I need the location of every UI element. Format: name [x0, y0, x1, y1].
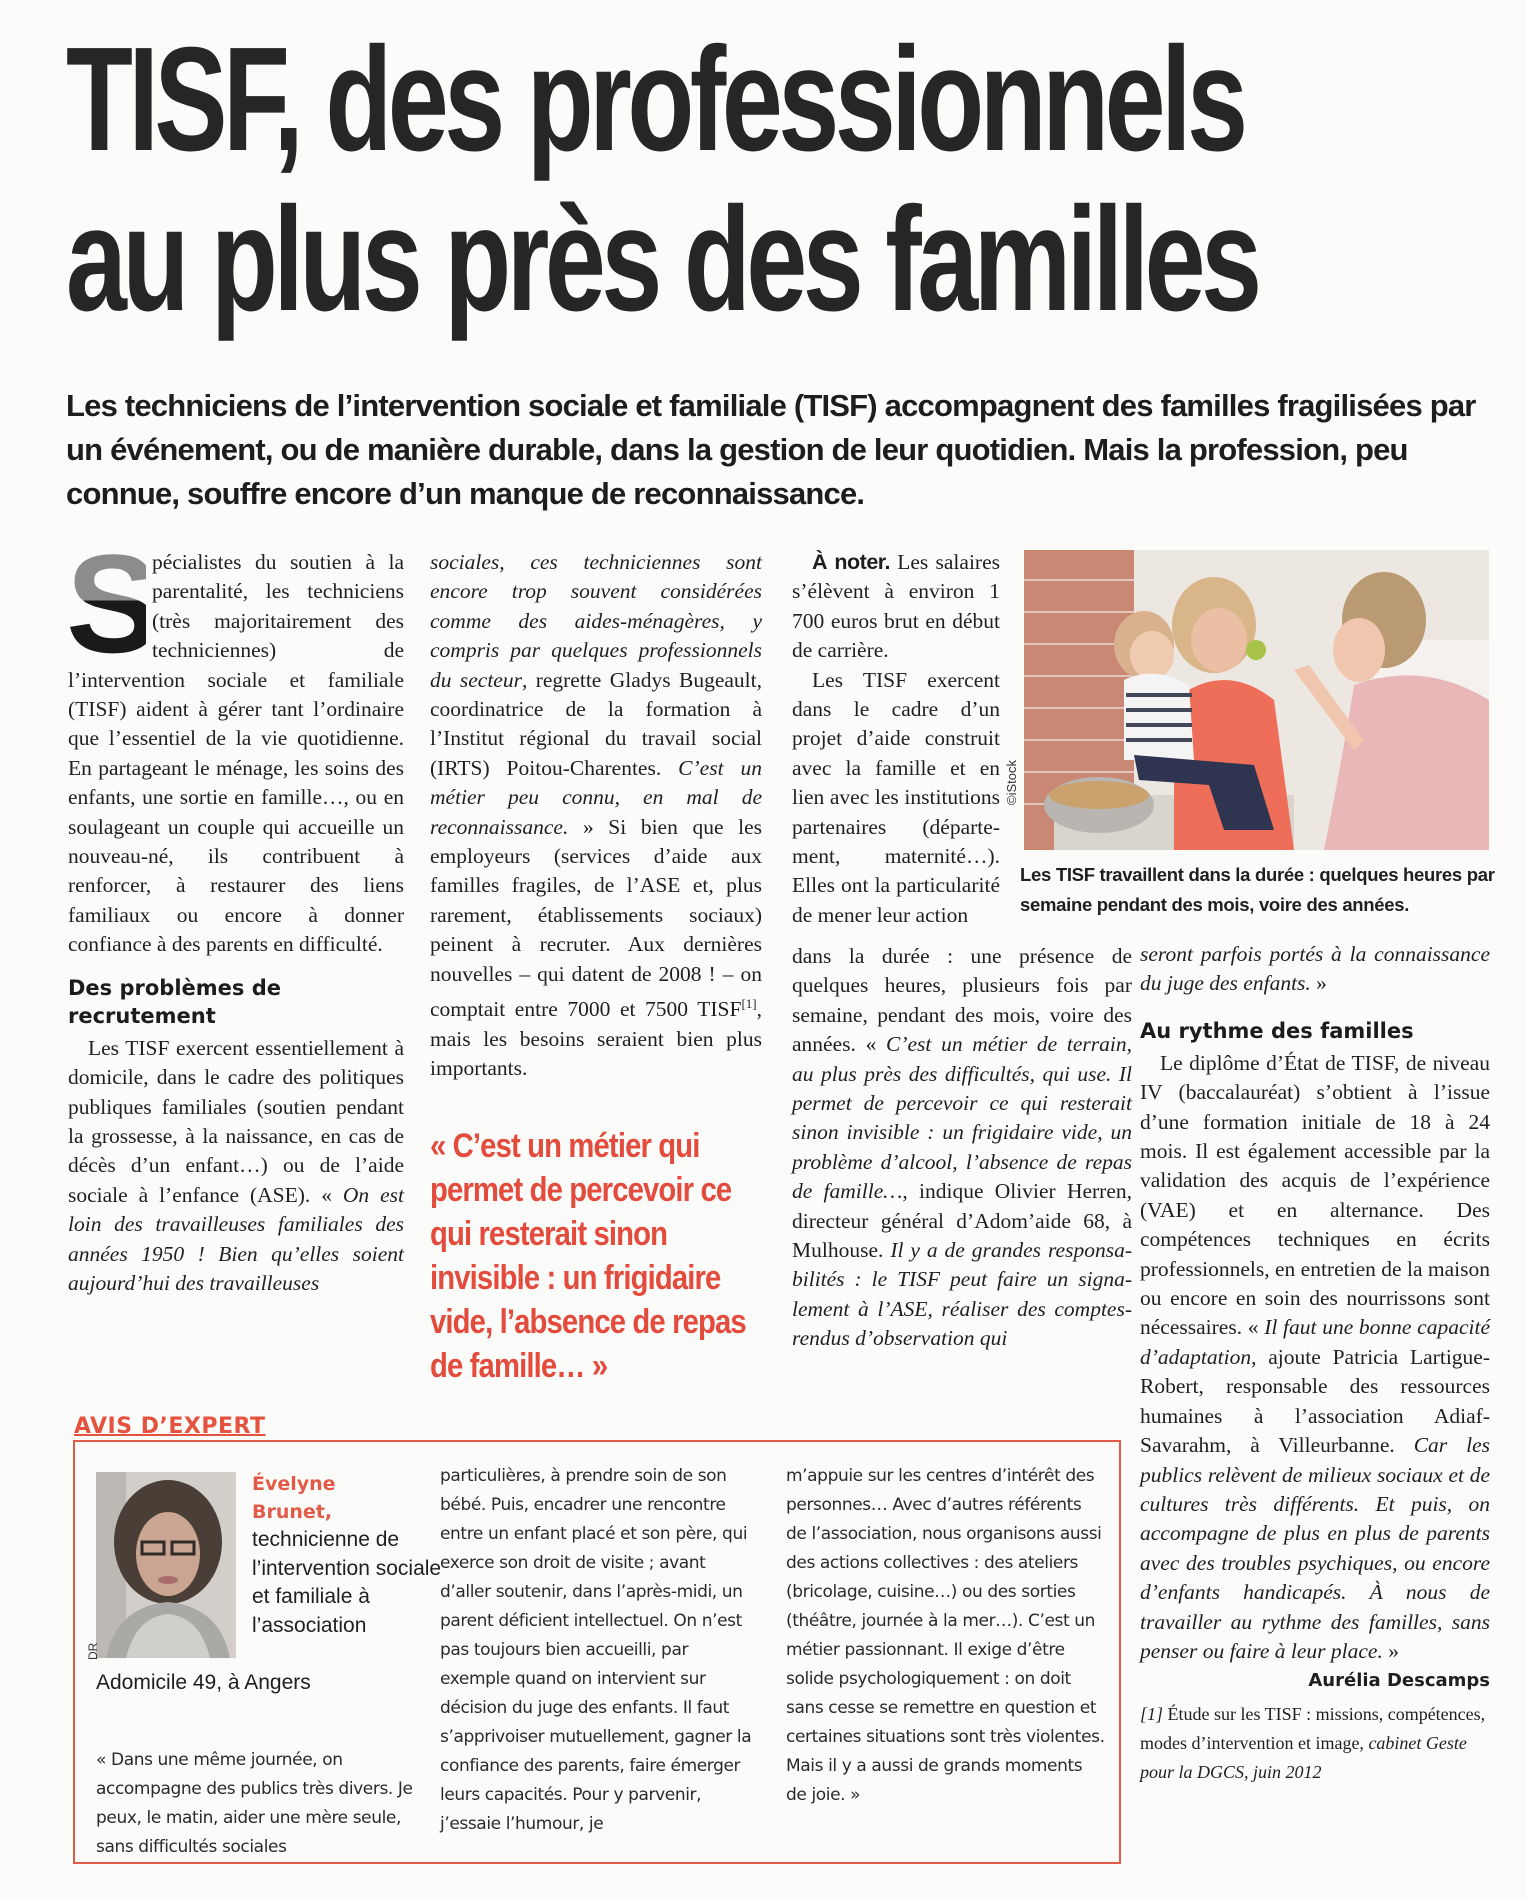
- expert-portrait-image: [96, 1472, 236, 1658]
- article-headline: [66, 17, 1258, 342]
- quote-2: C’est un métier peu connu, en mal de reconnaissance.: [430, 755, 762, 839]
- expert-label: AVIS D’EXPERT: [74, 1414, 266, 1439]
- quote-continued: sociales, ces techniciennes sont encore trop souvent considérées comme des aides-ménagères, y compris par quelques professionnels du secteur: [430, 550, 762, 692]
- footnote-source: cabinet Geste pour la DGCS, juin 2012: [1140, 1733, 1467, 1783]
- drop-cap: S: [66, 525, 160, 682]
- lartigue-attribution: , ajoute Patricia Lartigue-Robert, responsable des ressources humaines à l’association Adiaf-Savarahm, à Villeurbanne.: [1140, 1344, 1490, 1458]
- expert-quote-part-2: particulières, à prendre soin de son bébé. Puis, encadrer une rencontre entre un enfant placé et son père, qui exerce son droit de visite ; avant d’aller soutenir, dans l’après-midi, un parent déficient intellectuel. On n’est pas toujours bien accueilli, par exemple quand on intervient sur décision du juge des enfants. Il faut s’apprivoiser mutuellement, gagner la confiance des parents, faire émerger leurs capacités. Pour y parvenir, j’essaie l’humour, je: [440, 1466, 752, 1834]
- recruitment-text-end: , mais les besoins seraient bien plus importants.: [430, 997, 762, 1081]
- note-label: À noter.: [812, 550, 890, 574]
- headline-line-2: au plus près des familles: [66, 177, 1258, 342]
- expert-portrait: [96, 1472, 236, 1658]
- intro-text: pécialistes du soutien à la parentalité, les techniciens (très majoritairement des techniciennes) de l’intervention sociale et familiale (TISF) aident à gérer tant l’ordinaire que l’essentiel de la vie quotidienne. En partageant le ménage, les soins des enfants, une sortie en famille…, ou en soulageant un couple qui accueille un nouveau-né, ils contribuent à renforcer, à restaurer des liens familiaux ou encore à donner confiance à des parents en difficulté.: [68, 550, 404, 957]
- expert-last-name: Brunet,: [252, 1501, 333, 1523]
- subhead-rhythm: Au rythme des familles: [1140, 1018, 1414, 1043]
- kitchen-family-photo: [1024, 550, 1489, 850]
- column-1: [66, 525, 404, 1298]
- pull-quote: « C’est un métier qui permet de percevoir ce qui resterait sinon invisible : un frigidaire vide, l’absence de repas de famille… »: [430, 1127, 746, 1385]
- herren-quote-2: Il y a de grandes responsabilités : le TISF peut faire un signalement à l’ASE, réaliser des comptes-rendus d’observation qui: [792, 1238, 1132, 1351]
- adaptation-quote: Il faut une bonne capacité d’adaptation: [1140, 1315, 1490, 1369]
- subhead-recruitment: Des problèmes de recrutement: [68, 975, 281, 1028]
- juge-quote: seront parfois portés à la connaissance du juge des enfants.: [1140, 942, 1490, 996]
- footnote-reference: [1]: [741, 996, 757, 1012]
- article-photo: [1024, 550, 1489, 850]
- expert-organization: Adomicile 49, à Angers: [96, 1671, 311, 1694]
- column-2: [430, 548, 762, 1083]
- expert-first-name: Évelyne: [252, 1473, 336, 1495]
- footnote-text: Étude sur les TISF : missions, compétences, modes d’intervention et image,: [1140, 1704, 1486, 1754]
- column-3: [792, 548, 1000, 930]
- paragraph-2: [68, 1034, 404, 1299]
- quote-close: »: [1310, 971, 1327, 996]
- attribution-text: , regrette Gladys Bugeault, coordinatrice de la formation à l’Institut régional du travail social (IRTS) Poitou-Charentes.: [430, 667, 762, 780]
- expert-quote-part-3: m’appuie sur les centres d’intérêt des personnes… Avec d’autres référents de l’association, nous organisons aussi des actions collectives : des ateliers (bricolage, cuisine…) ou des sorties (théâtre, journée à la mer…). C’est un métier passionnant. Il exige d’être solide psychologiquement : on doit sans cesse se remettre en question et certaines situations sont très violentes. Mais il y a aussi de grands moments de joie. »: [786, 1466, 1105, 1805]
- expert-name: [252, 1470, 336, 1526]
- author-byline: Aurélia Descamps: [1308, 1670, 1490, 1692]
- intro-paragraph: [66, 525, 404, 960]
- expert-role: technicienne de l’intervention sociale et familiale à l’association: [252, 1528, 442, 1637]
- expert-quote-part-1: « Dans une même journée, on accompagne des publics très divers. Je peux, le matin, aider une mère seule, sans difficultés sociales: [96, 1750, 413, 1857]
- recruitment-text: » Si bien que les employeurs (services d’aide aux familles fragiles, de l’ASE et, plus rarement, établissements sociaux) peinent à recruter. Aux dernières nouvelles – qui datent de 2008 ! – on comptait entre 7000 et 7500 TISF: [430, 814, 762, 1022]
- paragraph-2-continued: [430, 548, 762, 1083]
- paragraph-3-continued: [792, 942, 1132, 1354]
- headline-line-1: TISF, des professionnels: [66, 17, 1244, 182]
- salary-note: [792, 548, 1000, 666]
- quote-end: [1140, 940, 1490, 999]
- footnote-number: [1]: [1140, 1704, 1164, 1725]
- paragraph-2-text: Les TISF exercent essentiellement à domicile, dans le cadre des politiques publiques familiales (soutien pendant la grossesse, à la naissance, en cas de décès d’un enfant…) ou de l’aide sociale à l’enfance (ASE). «: [68, 1035, 404, 1207]
- column-4: [1140, 940, 1490, 1787]
- herren-quote: C’est un métier de terrain, au plus près des difficultés, qui use. Il permet de percevoir ce qui resterait sinon invisible : un frigidaire vide, un problème d’alcool, l’absence de repas de famille…: [792, 1032, 1132, 1204]
- column-3-continued: [792, 942, 1132, 1354]
- duration-text: dans la durée : une présence de quelques heures, plusieurs fois par semaine, pendant des mois, voire des années. «: [792, 944, 1132, 1057]
- diploma-text: Le diplôme d’État de TISF, de niveau IV (baccalauréat) s’obtient à l’issue d’une formation initiale de 18 à 24 mois. Il est également accessible par la validation des acquis de l’expérience (VAE) et en alternance. Des compétences techniques en écrits professionnels, en entretien de la maison ou encore en soin des nourrissons sont nécessaires. «: [1140, 1050, 1490, 1340]
- photo-credit: ©iStock: [1004, 760, 1019, 805]
- quote-close-2: »: [1382, 1638, 1399, 1663]
- paragraph-2-quote: On est loin des travailleuses familiales des années 1950 ! Bien qu’elles soient aujourd’hui des travailleuses: [68, 1182, 404, 1295]
- photo-caption: Les TISF travaillent dans la durée : quelques heures par semaine pendant des mois, voire des années.: [1020, 864, 1495, 915]
- paragraph-4: [1140, 1049, 1490, 1667]
- paragraph-3: Les TISF exercent dans le cadre d’un projet d’aide construit avec la famille et en lien avec les institutions partenaires (département, maternité…). Elles ont la particularité de mener leur action: [792, 667, 1000, 927]
- herren-attribution: , indique Olivier Herren, directeur général d’Adom’aide 68, à Mulhouse.: [792, 1179, 1132, 1263]
- footnote: [1140, 1700, 1490, 1787]
- article-lede: Les techniciens de l’intervention sociale et familiale (TISF) accompagnent des familles fragilisées par un événement, ou de manière durable, dans la gestion de leur quotidien. Mais la profession, peu connue, souffre encore d’un manque de reconnaissance.: [66, 388, 1476, 511]
- expert-photo-credit: DR: [86, 1642, 100, 1660]
- lartigue-quote: Car les publics relèvent de milieux sociaux et de cultures très différents. Et puis, on accompagne de plus en plus de parents avec des troubles psychiques, ou encore d’enfants handicapés. À nous de travailler au rythme des familles, sans penser ou faire à leur place.: [1140, 1433, 1490, 1663]
- note-text: Les salaires s’élèvent à environ 1 700 euros brut en début de carrière.: [792, 550, 1000, 663]
